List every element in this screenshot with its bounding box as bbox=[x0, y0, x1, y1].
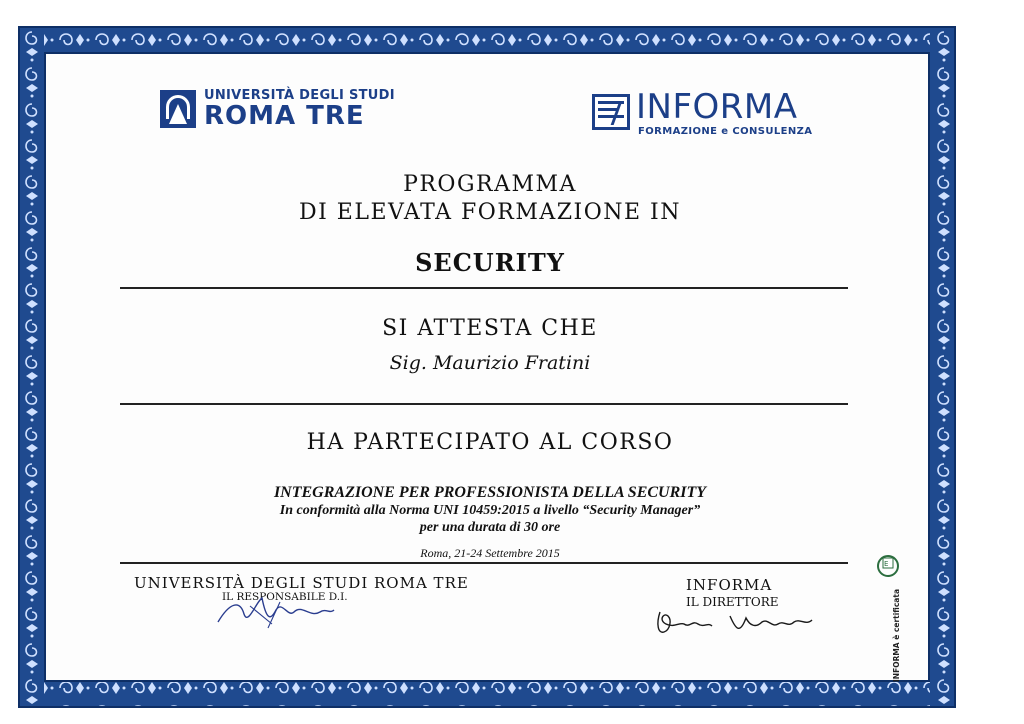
informa-emblem-icon bbox=[592, 94, 630, 130]
right-signatory-role: IL DIRETTORE bbox=[686, 595, 779, 609]
program-title-line1: PROGRAMMA bbox=[403, 172, 577, 197]
attestation-label: SI ATTESTA CHE bbox=[382, 316, 598, 341]
divider-line bbox=[120, 562, 848, 564]
course-duration: per una durata di 30 ore bbox=[419, 520, 561, 535]
left-handwritten-signature bbox=[210, 592, 340, 632]
roma-tre-logo bbox=[160, 88, 395, 132]
place-date: Roma, 21-24 Settembre 2015 bbox=[420, 546, 560, 560]
informa-logo-subtitle: FORMAZIONE e CONSULENZA bbox=[638, 126, 813, 137]
left-signatory-role: IL RESPONSABILE D.I. bbox=[222, 591, 348, 603]
participation-statement: HA PARTECIPATO AL CORSO bbox=[306, 430, 674, 455]
certification-note bbox=[892, 582, 906, 682]
course-title: INTEGRAZIONE PER PROFESSIONISTA DELLA SECURITY bbox=[273, 484, 707, 501]
informa-logo-word: INFORMA bbox=[636, 87, 798, 127]
recipient-name: Sig. Maurizio Fratini bbox=[389, 352, 591, 374]
right-signatory-institution: INFORMA bbox=[686, 576, 773, 594]
roma-tre-emblem-icon bbox=[160, 90, 196, 128]
left-signatory-institution: UNIVERSITÀ DEGLI STUDI ROMA TRE bbox=[134, 574, 469, 592]
right-handwritten-signature bbox=[650, 606, 820, 642]
divider-line bbox=[120, 287, 848, 289]
certification-badge-icon bbox=[876, 552, 900, 580]
roma-tre-logo-line2: ROMA TRE bbox=[204, 101, 365, 131]
course-norm: In conformità alla Norma UNI 10459:2015 a livello “Security Manager” bbox=[279, 503, 701, 518]
program-subject: SECURITY bbox=[415, 248, 565, 277]
roma-tre-logo-line1: UNIVERSITÀ DEGLI STUDI bbox=[204, 88, 395, 103]
divider-line bbox=[120, 403, 848, 405]
svg-text:E: E bbox=[884, 560, 889, 568]
certification-note-text: INFORMA è certificata bbox=[892, 588, 901, 682]
informa-logo bbox=[592, 87, 822, 140]
program-title-line2: DI ELEVATA FORMAZIONE IN bbox=[298, 200, 682, 225]
